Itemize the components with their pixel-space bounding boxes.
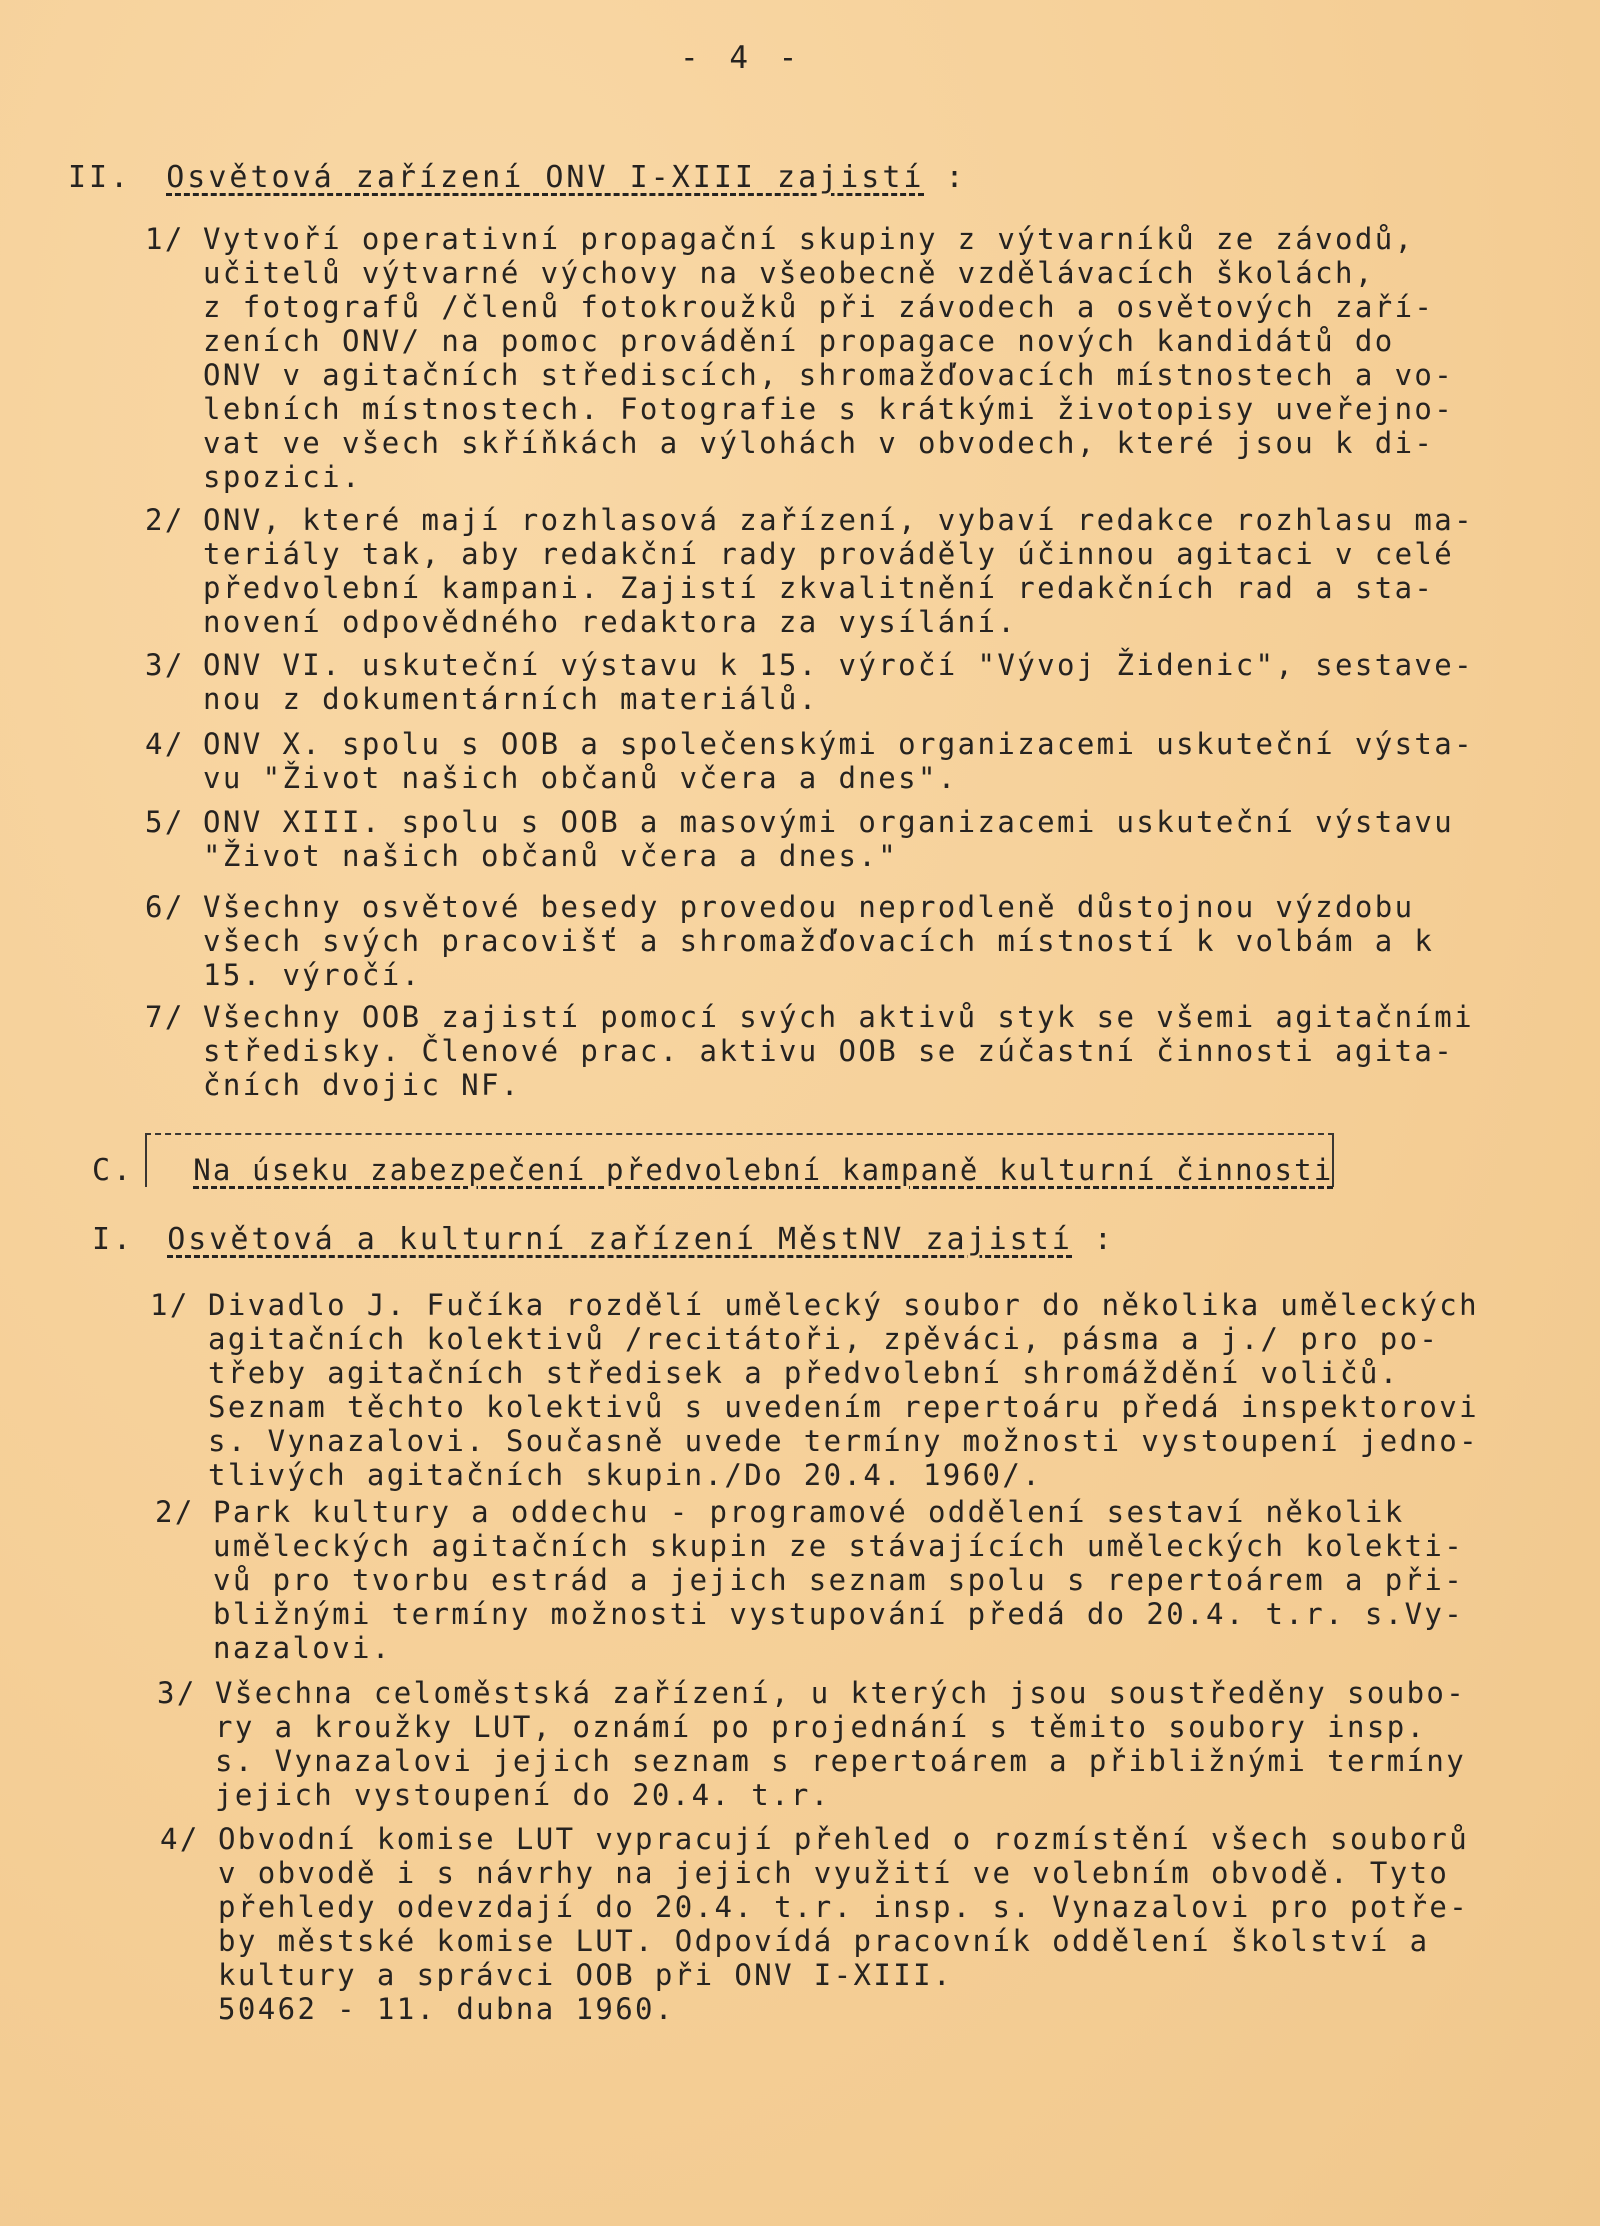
text-line: z fotografů /členů fotokroužků při závodech a osvětových zaří- xyxy=(203,290,1435,324)
document-reference: 50462 - 11. dubna 1960. xyxy=(218,1992,675,2026)
item-number: 4/ xyxy=(160,1822,200,1856)
item-text xyxy=(215,1676,1535,1812)
text-line: ONV XIII. spolu s OOB a masovými organizacemi uskuteční výstavu xyxy=(203,805,1455,839)
text-line: třeby agitačních středisek a předvolební shromáždění voličů. xyxy=(208,1356,1400,1390)
text-line: lebních místnostech. Fotografie s krátkými životopisy uveřejno- xyxy=(203,392,1455,426)
item-text xyxy=(208,1288,1528,1492)
text-line: novení odpovědného redaktora za vysílání. xyxy=(203,605,1018,639)
text-line: nou z dokumentárních materiálů. xyxy=(203,682,819,716)
text-line: ry a kroužky LUT, oznámí po projednání s těmito soubory insp. xyxy=(215,1710,1427,1744)
text-line: vu "Život našich občanů včera a dnes". xyxy=(203,761,958,795)
text-line: Všechna celoměstská zařízení, u kterých jsou soustředěny soubo- xyxy=(215,1676,1467,1710)
section-ii-colon: : xyxy=(924,160,967,195)
text-line: jejich vystoupení do 20.4. t.r. xyxy=(215,1778,831,1812)
item-number: 5/ xyxy=(145,805,185,839)
text-line: uměleckých agitačních skupin ze stávajících uměleckých kolekti- xyxy=(213,1529,1465,1563)
text-line: Seznam těchto kolektivů s uvedením repertoáru předá inspektorovi xyxy=(208,1390,1480,1424)
text-line: všech svých pracovišť a shromažďovacích místností k volbám a k xyxy=(203,924,1435,958)
item-text xyxy=(218,1822,1538,2026)
item-number: 1/ xyxy=(150,1288,190,1322)
text-line: středisky. Členové prac. aktivu OOB se zúčastní činnosti agita- xyxy=(203,1034,1455,1068)
item-text xyxy=(203,503,1523,639)
item-text xyxy=(203,222,1523,494)
text-line: vů pro tvorbu estrád a jejich seznam spolu s repertoárem a při- xyxy=(213,1563,1465,1597)
text-line: ONV v agitačních střediscích, shromažďovacích místnostech a vo- xyxy=(203,358,1455,392)
item-number: 7/ xyxy=(145,1000,185,1034)
text-line: 15. výročí. xyxy=(203,958,422,992)
text-line: předvolební kampani. Zajistí zkvalitnění redakčních rad a sta- xyxy=(203,571,1435,605)
text-line: ONV X. spolu s OOB a společenskými organizacemi uskuteční výsta- xyxy=(203,727,1475,761)
section-i-number: I. xyxy=(92,1222,135,1257)
page-number: - 4 - xyxy=(680,40,804,76)
text-line: čních dvojic NF. xyxy=(203,1068,521,1102)
text-line: spozici. xyxy=(203,460,362,494)
item-number: 2/ xyxy=(155,1495,195,1529)
text-line: ONV, které mají rozhlasová zařízení, vybaví redakce rozhlasu ma- xyxy=(203,503,1475,537)
section-i-heading xyxy=(92,1222,1115,1257)
section-c-heading xyxy=(92,1153,1333,1188)
text-line: učitelů výtvarné výchovy na všeobecně vzdělávacích školách, xyxy=(203,256,1375,290)
section-i-colon: : xyxy=(1072,1222,1115,1257)
item-number: 3/ xyxy=(157,1676,197,1710)
section-c-title: Na úseku zabezpečení předvolební kampaně kulturní činnosti xyxy=(193,1153,1334,1187)
section-c-number: C. xyxy=(92,1153,135,1188)
item-text xyxy=(203,648,1523,716)
text-line: Divadlo J. Fučíka rozdělí umělecký soubor do několika uměleckých xyxy=(208,1288,1480,1322)
item-number: 4/ xyxy=(145,727,185,761)
section-ii-title: Osvětová zařízení ONV I-XIII zajistí xyxy=(166,160,925,195)
section-ii-number: II. xyxy=(68,160,132,195)
text-line: tlivých agitačních skupin./Do 20.4. 1960/. xyxy=(208,1458,1043,1492)
text-line: Obvodní komise LUT vypracují přehled o rozmístění všech souborů xyxy=(218,1822,1470,1856)
text-line: Všechny osvětové besedy provedou neprodleně důstojnou výzdobu xyxy=(203,890,1415,924)
text-line: Všechny OOB zajistí pomocí svých aktivů styk se všemi agitačními xyxy=(203,1000,1475,1034)
text-line: s. Vynazalovi. Současně uvede termíny možnosti vystoupení jedno- xyxy=(208,1424,1480,1458)
text-line: "Život našich občanů včera a dnes." xyxy=(203,839,899,873)
text-line: by městské komise LUT. Odpovídá pracovník oddělení školství a xyxy=(218,1924,1430,1958)
item-text xyxy=(203,727,1523,795)
section-ii-heading xyxy=(68,160,967,195)
item-number: 6/ xyxy=(145,890,185,924)
text-line: teriály tak, aby redakční rady prováděly účinnou agitaci v celé xyxy=(203,537,1455,571)
text-line: Vytvoří operativní propagační skupiny z výtvarníků ze závodů, xyxy=(203,222,1415,256)
text-line: s. Vynazalovi jejich seznam s repertoárem a přibližnými termíny xyxy=(215,1744,1467,1778)
item-text xyxy=(203,805,1523,873)
text-line: agitačních kolektivů /recitátoři, zpěváci, pásma a j./ pro po- xyxy=(208,1322,1440,1356)
text-line: přehledy odevzdají do 20.4. t.r. insp. s. Vynazalovi pro potře- xyxy=(218,1890,1470,1924)
section-i-title: Osvětová a kulturní zařízení MěstNV zajistí xyxy=(167,1222,1073,1257)
text-line: vat ve všech skříňkách a výlohách v obvodech, které jsou k di- xyxy=(203,426,1435,460)
text-line: zeních ONV/ na pomoc provádění propagace nových kandidátů do xyxy=(203,324,1395,358)
text-line: nazalovi. xyxy=(213,1631,392,1665)
item-number: 1/ xyxy=(145,222,185,256)
text-line: bližnými termíny možnosti vystupování předá do 20.4. t.r. s.Vy- xyxy=(213,1597,1465,1631)
text-line: ONV VI. uskuteční výstavu k 15. výročí "Vývoj Židenic", sestave- xyxy=(203,648,1475,682)
text-line: kultury a správci OOB při ONV I-XIII. xyxy=(218,1958,953,1992)
item-text xyxy=(213,1495,1533,1665)
item-number: 3/ xyxy=(145,648,185,682)
text-line: Park kultury a oddechu - programové oddělení sestaví několik xyxy=(213,1495,1405,1529)
item-text xyxy=(203,890,1523,992)
item-text xyxy=(203,1000,1523,1102)
item-number: 2/ xyxy=(145,503,185,537)
text-line: v obvodě i s návrhy na jejich využití ve volebním obvodě. Tyto xyxy=(218,1856,1450,1890)
